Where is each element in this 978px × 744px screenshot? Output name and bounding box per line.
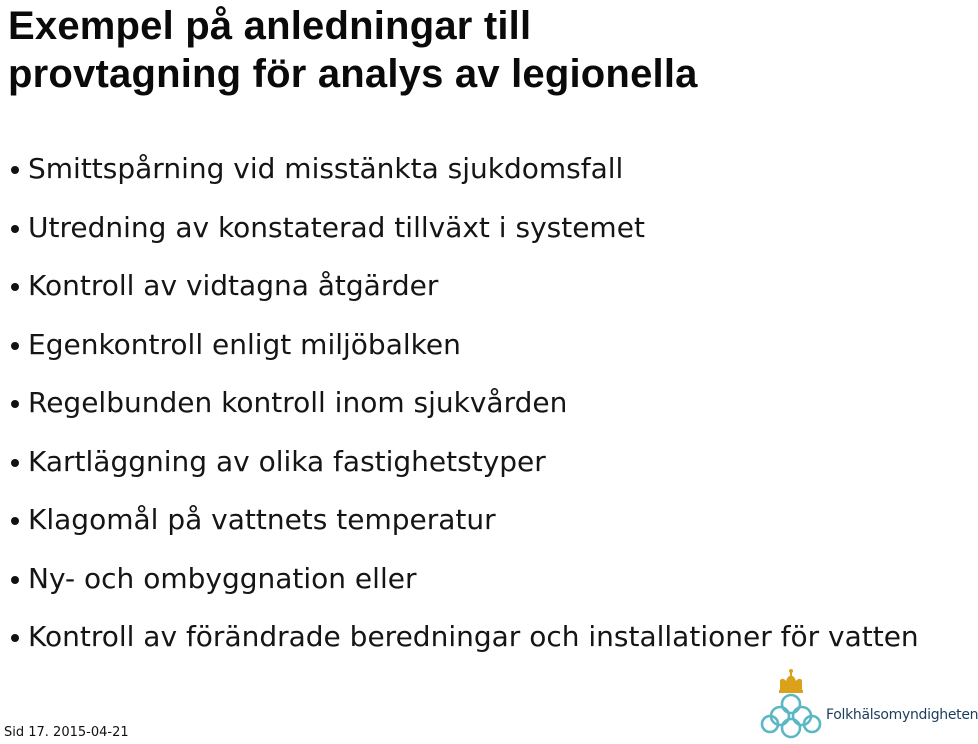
bullet-item bbox=[0, 316, 950, 375]
bullet-dot-icon bbox=[11, 166, 19, 174]
bullet-list bbox=[0, 140, 950, 667]
slide-title bbox=[8, 2, 938, 98]
bullet-item bbox=[0, 374, 950, 433]
agency-logo-wordmark: Folkhälsomyndigheten bbox=[826, 707, 978, 723]
bullet-dot-icon bbox=[11, 400, 19, 408]
bullet-dot-icon bbox=[11, 342, 19, 350]
slide-title-line-1: Exempel på anledningar till bbox=[8, 4, 532, 48]
bullet-item bbox=[0, 140, 950, 199]
bullet-dot-icon bbox=[11, 459, 19, 467]
bullet-dot-icon bbox=[11, 634, 19, 642]
bullet-text: Smittspårning vid misstänkta sjukdomsfall bbox=[28, 152, 624, 186]
bullet-text: Kontroll av förändrade beredningar och installationer för vatten bbox=[28, 620, 919, 654]
bullet-text: Utredning av konstaterad tillväxt i systemet bbox=[28, 210, 645, 244]
bullet-dot-icon bbox=[11, 576, 19, 584]
agency-logo bbox=[760, 668, 978, 742]
bullet-item bbox=[0, 608, 950, 667]
crown-rings-logo-icon bbox=[760, 668, 822, 742]
footer-page-info: Sid 17. 2015-04-21 bbox=[4, 725, 129, 740]
bullet-text: Egenkontroll enligt miljöbalken bbox=[28, 327, 461, 361]
bullet-text: Kartläggning av olika fastighetstyper bbox=[28, 444, 546, 478]
bullet-text: Klagomål på vattnets temperatur bbox=[28, 503, 496, 537]
bullet-dot-icon bbox=[11, 225, 19, 233]
rings-icon bbox=[762, 695, 820, 737]
bullet-item bbox=[0, 491, 950, 550]
crown-icon bbox=[779, 669, 803, 693]
bullet-item bbox=[0, 433, 950, 492]
bullet-item bbox=[0, 257, 950, 316]
bullet-text: Regelbunden kontroll inom sjukvården bbox=[28, 386, 568, 420]
bullet-item bbox=[0, 550, 950, 609]
bullet-text: Ny- och ombyggnation eller bbox=[28, 561, 417, 595]
bullet-dot-icon bbox=[11, 283, 19, 291]
bullet-text: Kontroll av vidtagna åtgärder bbox=[28, 269, 439, 303]
bullet-dot-icon bbox=[11, 517, 19, 525]
bullet-item bbox=[0, 199, 950, 258]
slide-title-line-2: provtagning för analys av legionella bbox=[8, 52, 698, 96]
